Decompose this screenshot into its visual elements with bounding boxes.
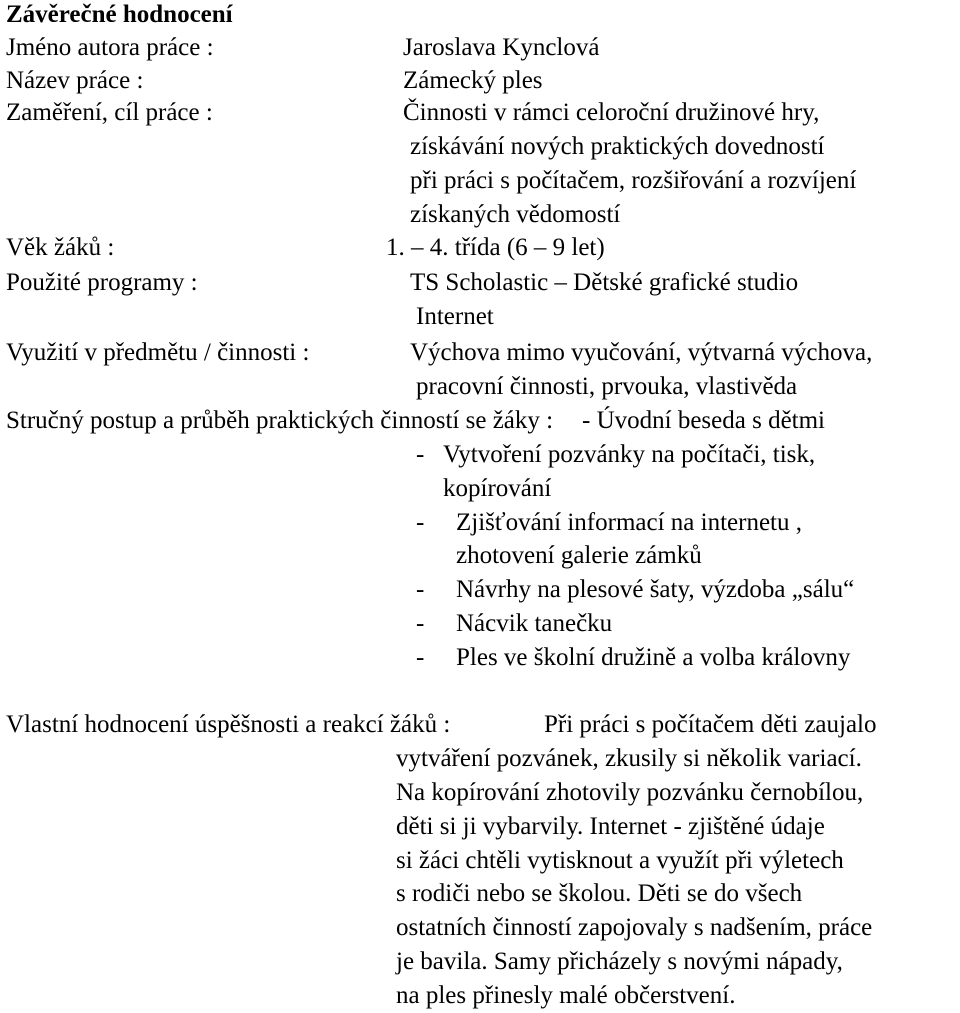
evaluation-label: Vlastní hodnocení úspěšnosti a reakcí žáků : [6, 711, 451, 738]
subjects-label: Využití v předmětu / činnosti : [6, 339, 310, 366]
evaluation-line: ostatních činností zapojovaly s nadšením, práce [396, 914, 873, 941]
procedure-item-text: Nácvik tanečku [456, 610, 613, 637]
evaluation-line: Při práci s počítačem děti zaujalo [544, 711, 877, 738]
age-label: Věk žáků : [6, 234, 115, 261]
author-label: Jméno autora práce : [6, 34, 214, 61]
evaluation-line: na ples přinesly malé občerstvení. [396, 982, 736, 1009]
work-name-value: Zámecký ples [403, 67, 543, 94]
evaluation-line: vytváření pozvánek, zkusily si několik variací. [396, 745, 862, 772]
procedure-item-dash: - [416, 441, 425, 468]
procedure-item-dash: - [416, 576, 425, 603]
focus-line: Činnosti v rámci celoroční družinové hry, [403, 99, 820, 126]
evaluation-line: děti si ji vybarvily. Internet - zjištěné údaje [396, 813, 825, 840]
evaluation-line: s rodiči nebo se školou. Děti se do všech [396, 880, 803, 907]
program-item: TS Scholastic – Dětské grafické studio [410, 269, 799, 296]
work-name-label: Název práce : [6, 67, 144, 94]
procedure-label: Stručný postup a průběh praktických činností se žáky : [6, 407, 554, 434]
focus-line: při práci s počítačem, rozšiřování a rozvíjení [410, 167, 857, 194]
procedure-item-dash: - [416, 509, 425, 536]
procedure-item-dash: - [416, 610, 425, 637]
procedure-item-text: kopírování [443, 475, 552, 502]
subjects-line: pracovní činnosti, prvouka, vlastivěda [416, 373, 798, 400]
procedure-item-dash: - [416, 644, 425, 671]
focus-line: získaných vědomostí [410, 201, 621, 228]
procedure-item-text: Zjišťování informací na internetu , [456, 509, 802, 536]
procedure-first-item: - Úvodní beseda s dětmi [582, 407, 826, 434]
subjects-line: Výchova mimo vyučování, výtvarná výchova, [410, 339, 873, 366]
author-value: Jaroslava Kynclová [403, 34, 600, 61]
procedure-item-text: Ples ve školní družině a volba královny [456, 644, 851, 671]
focus-line: získávání nových praktických dovedností [410, 133, 825, 160]
age-value: 1. – 4. třída (6 – 9 let) [386, 234, 605, 261]
procedure-item-text: zhotovení galerie zámků [456, 542, 702, 569]
procedure-item-text: Návrhy na plesové šaty, výzdoba „sálu“ [456, 576, 855, 603]
evaluation-line: je bavila. Samy přicházely s novými nápady, [396, 948, 843, 975]
document-title: Závěrečné hodnocení [6, 1, 233, 28]
evaluation-line: si žáci chtěli vytisknout a využít při výletech [396, 847, 844, 874]
programs-label: Použité programy : [6, 269, 198, 296]
evaluation-line: Na kopírování zhotovily pozvánku černobílou, [396, 779, 864, 806]
program-item: Internet [416, 303, 494, 330]
focus-label: Zaměření, cíl práce : [6, 99, 213, 126]
procedure-item-text: Vytvoření pozvánky na počítači, tisk, [443, 441, 816, 468]
